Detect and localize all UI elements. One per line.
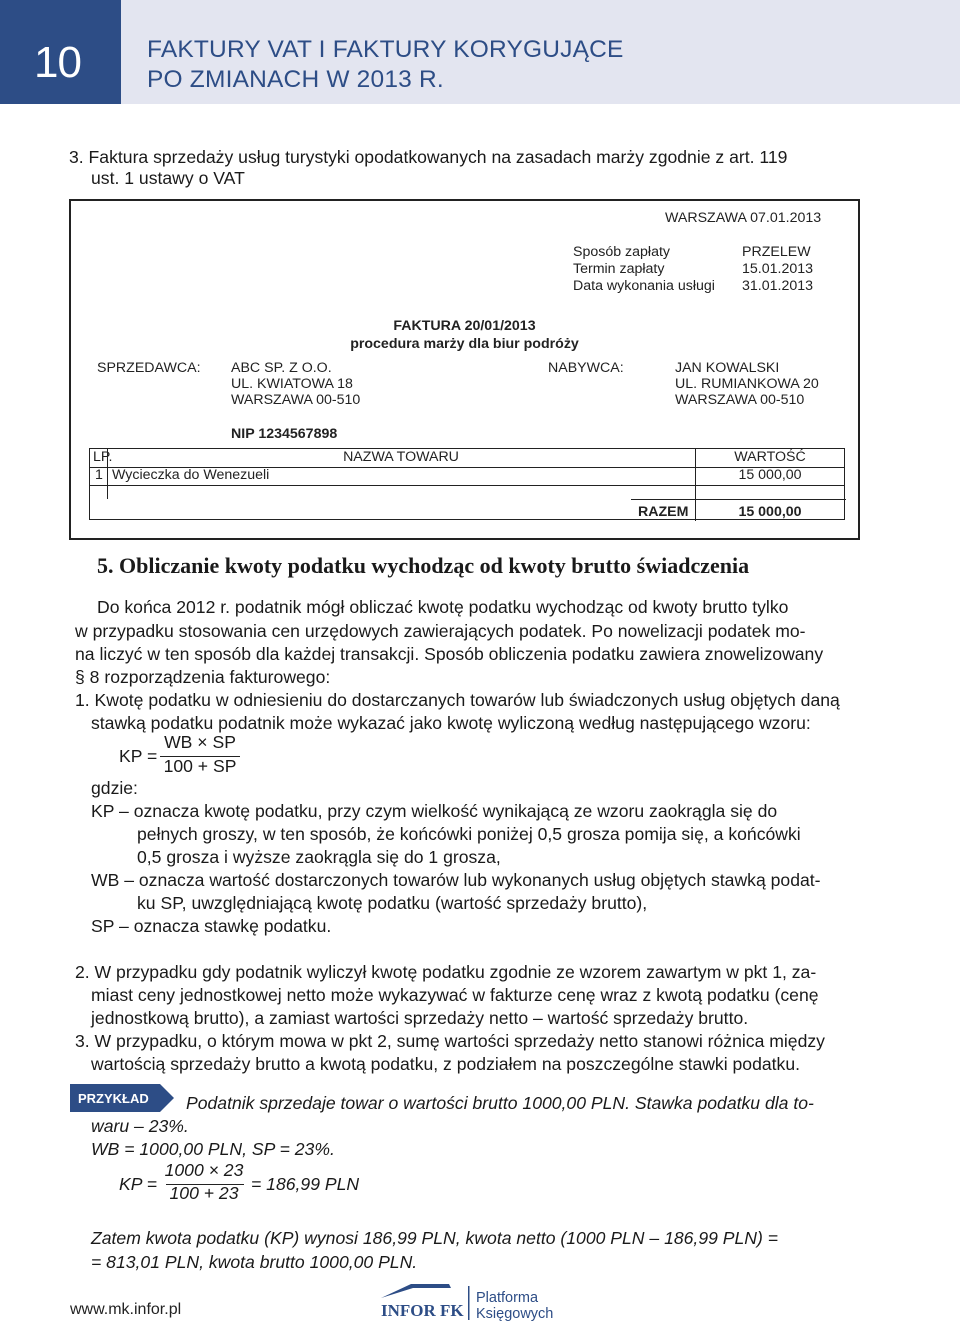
invoice-subtitle: procedura marży dla biur podróży (350, 336, 579, 352)
example-formula-result: = 186,99 PLN (251, 1174, 360, 1194)
seller-label: SPRZEDAWCA: (97, 360, 201, 376)
row-value: 15 000,00 (738, 467, 802, 483)
total-label: RAZEM (638, 504, 689, 520)
payment-method-value: PRZELEW (742, 244, 811, 260)
seller-city: WARSZAWA 00-510 (231, 392, 361, 408)
footer-url[interactable]: www.mk.infor.pl (70, 1301, 182, 1318)
def-kp-line1: KP – oznacza kwotę podatku, przy czym wielkość wynikającą ze wzoru zaokrągla się do (91, 801, 778, 821)
total-value: 15 000,00 (738, 504, 802, 520)
item2-line2: miast ceny jednostkowej netto może wykazywać w fakturze cenę wraz z kwotą podatku (cenę (91, 985, 819, 1005)
brand-line1: Platforma (476, 1290, 539, 1306)
col-name-header: NAZWA TOWARU (343, 449, 459, 465)
chapter-title-line2: PO ZMIANACH W 2013 R. (147, 66, 444, 93)
service-date-label: Data wykonania usługi (573, 278, 715, 294)
para-line1: Do końca 2012 r. podatnik mógł obliczać kwotę podatku wychodząc od kwoty brutto tylko (97, 597, 789, 617)
buyer-label: NABYWCA: (548, 360, 624, 376)
payment-due-value: 15.01.2013 (742, 261, 814, 277)
example-formula-lhs: KP = (119, 1174, 157, 1194)
example-conclusion2: = 813,01 PLN, kwota brutto 1000,00 PLN. (91, 1252, 418, 1272)
chapter-number-block (0, 0, 121, 104)
item2-line1: 2. W przypadku gdy podatnik wyliczył kwotę podatku zgodnie ze wzorem zawartym w pkt 1, za- (75, 962, 817, 982)
item1-line2: stawką podatku podatnik może wykazać jako kwotę wyliczoną według następującego wzoru: (91, 713, 811, 733)
invoice-title: FAKTURA 20/01/2013 (393, 318, 536, 334)
intro-line1: 3. Faktura sprzedaży usług turystyki opodatkowanych na zasadach marży zgodnie z art. 119 (69, 147, 788, 167)
def-wb-line2: ku SP, uwzględniającą kwotę podatku (wartość sprzedaży brutto), (137, 893, 648, 913)
example-badge-label: PRZYKŁAD (78, 1091, 149, 1106)
para-line4: § 8 rozporządzenia fakturowego: (75, 667, 331, 687)
col-lp-header: LP. (93, 449, 113, 465)
example-badge (70, 1084, 174, 1112)
example-formula-denominator: 100 + 23 (169, 1183, 239, 1203)
row-lp: 1 (95, 467, 103, 483)
col-value-header: WARTOŚĆ (734, 449, 806, 465)
buyer-city: WARSZAWA 00-510 (675, 392, 805, 408)
payment-method-label: Sposób zapłaty (573, 244, 671, 260)
seller-street: UL. KWIATOWA 18 (231, 376, 353, 392)
intro-line2: ust. 1 ustawy o VAT (91, 168, 245, 188)
example-conclusion1: Zatem kwota podatku (KP) wynosi 186,99 PLN, kwota netto (1000 PLN – 186,99 PLN) = (91, 1228, 779, 1248)
logo-text: INFOR FK (381, 1301, 464, 1320)
section-title: 5. Obliczanie kwoty podatku wychodząc od kwoty brutto świadczenia (97, 553, 750, 578)
invoice-place-date: WARSZAWA 07.01.2013 (665, 210, 822, 226)
seller-name: ABC SP. Z O.O. (231, 360, 332, 376)
def-kp-line2: pełnych groszy, w ten sposób, że końcówki poniżej 0,5 grosza pomija się, a końcówki (137, 824, 801, 844)
example-line2: waru – 23%. (91, 1116, 189, 1136)
service-date-value: 31.01.2013 (742, 278, 814, 294)
def-wb-line1: WB – oznacza wartość dostarczonych towarów lub wykonanych usług objętych stawką podat- (91, 870, 821, 890)
def-sp: SP – oznacza stawkę podatku. (91, 916, 332, 936)
payment-due-label: Termin zapłaty (573, 261, 665, 277)
example-formula-numerator: 1000 × 23 (164, 1160, 244, 1180)
def-kp-line3: 0,5 grosza i wyższe zaokrągla się do 1 grosza, (137, 847, 501, 867)
brand-line2: Księgowych (476, 1306, 554, 1322)
buyer-name: JAN KOWALSKI (675, 360, 780, 376)
infor-logo (379, 1280, 679, 1324)
formula-lhs: KP = (119, 746, 158, 766)
item3-line1: 3. W przypadku, o którym mowa w pkt 2, sumę wartości sprzedaży netto stanowi różnica między (75, 1031, 825, 1051)
para-line3: na liczyć w ten sposób dla każdej transakcji. Sposób obliczenia podatku zawiera znowelizowany (75, 644, 824, 664)
formula-numerator: WB × SP (164, 732, 236, 752)
formula-denominator: 100 + SP (163, 756, 237, 776)
para-line2: w przypadku stosowania cen urzędowych zawierających podatek. Po nowelizacji podatek mo- (75, 621, 806, 641)
example-line3: WB = 1000,00 PLN, SP = 23%. (91, 1139, 335, 1159)
invoice-box (69, 199, 860, 540)
seller-nip: NIP 1234567898 (231, 426, 338, 442)
item1-line1: 1. Kwotę podatku w odniesieniu do dostarczanych towarów lub świadczonych usług objętych daną (75, 690, 840, 710)
chapter-title-line1: FAKTURY VAT I FAKTURY KORYGUJĄCE (147, 36, 624, 63)
item2-line3: jednostkową brutto), a zamiast wartości sprzedaży netto – wartość sprzedaży brutto. (91, 1008, 749, 1028)
example-line1: Podatnik sprzedaje towar o wartości brutto 1000,00 PLN. Stawka podatku dla to- (186, 1093, 814, 1113)
item3-line2: wartością sprzedaży brutto a kwotą podatku, z podziałem na poszczególne stawki podatku. (91, 1054, 801, 1074)
chapter-number: 10 (34, 38, 81, 87)
row-name: Wycieczka do Wenezueli (112, 467, 270, 483)
buyer-street: UL. RUMIANKOWA 20 (675, 376, 819, 392)
where-label: gdzie: (91, 778, 138, 798)
invoice-items-table (89, 448, 845, 520)
